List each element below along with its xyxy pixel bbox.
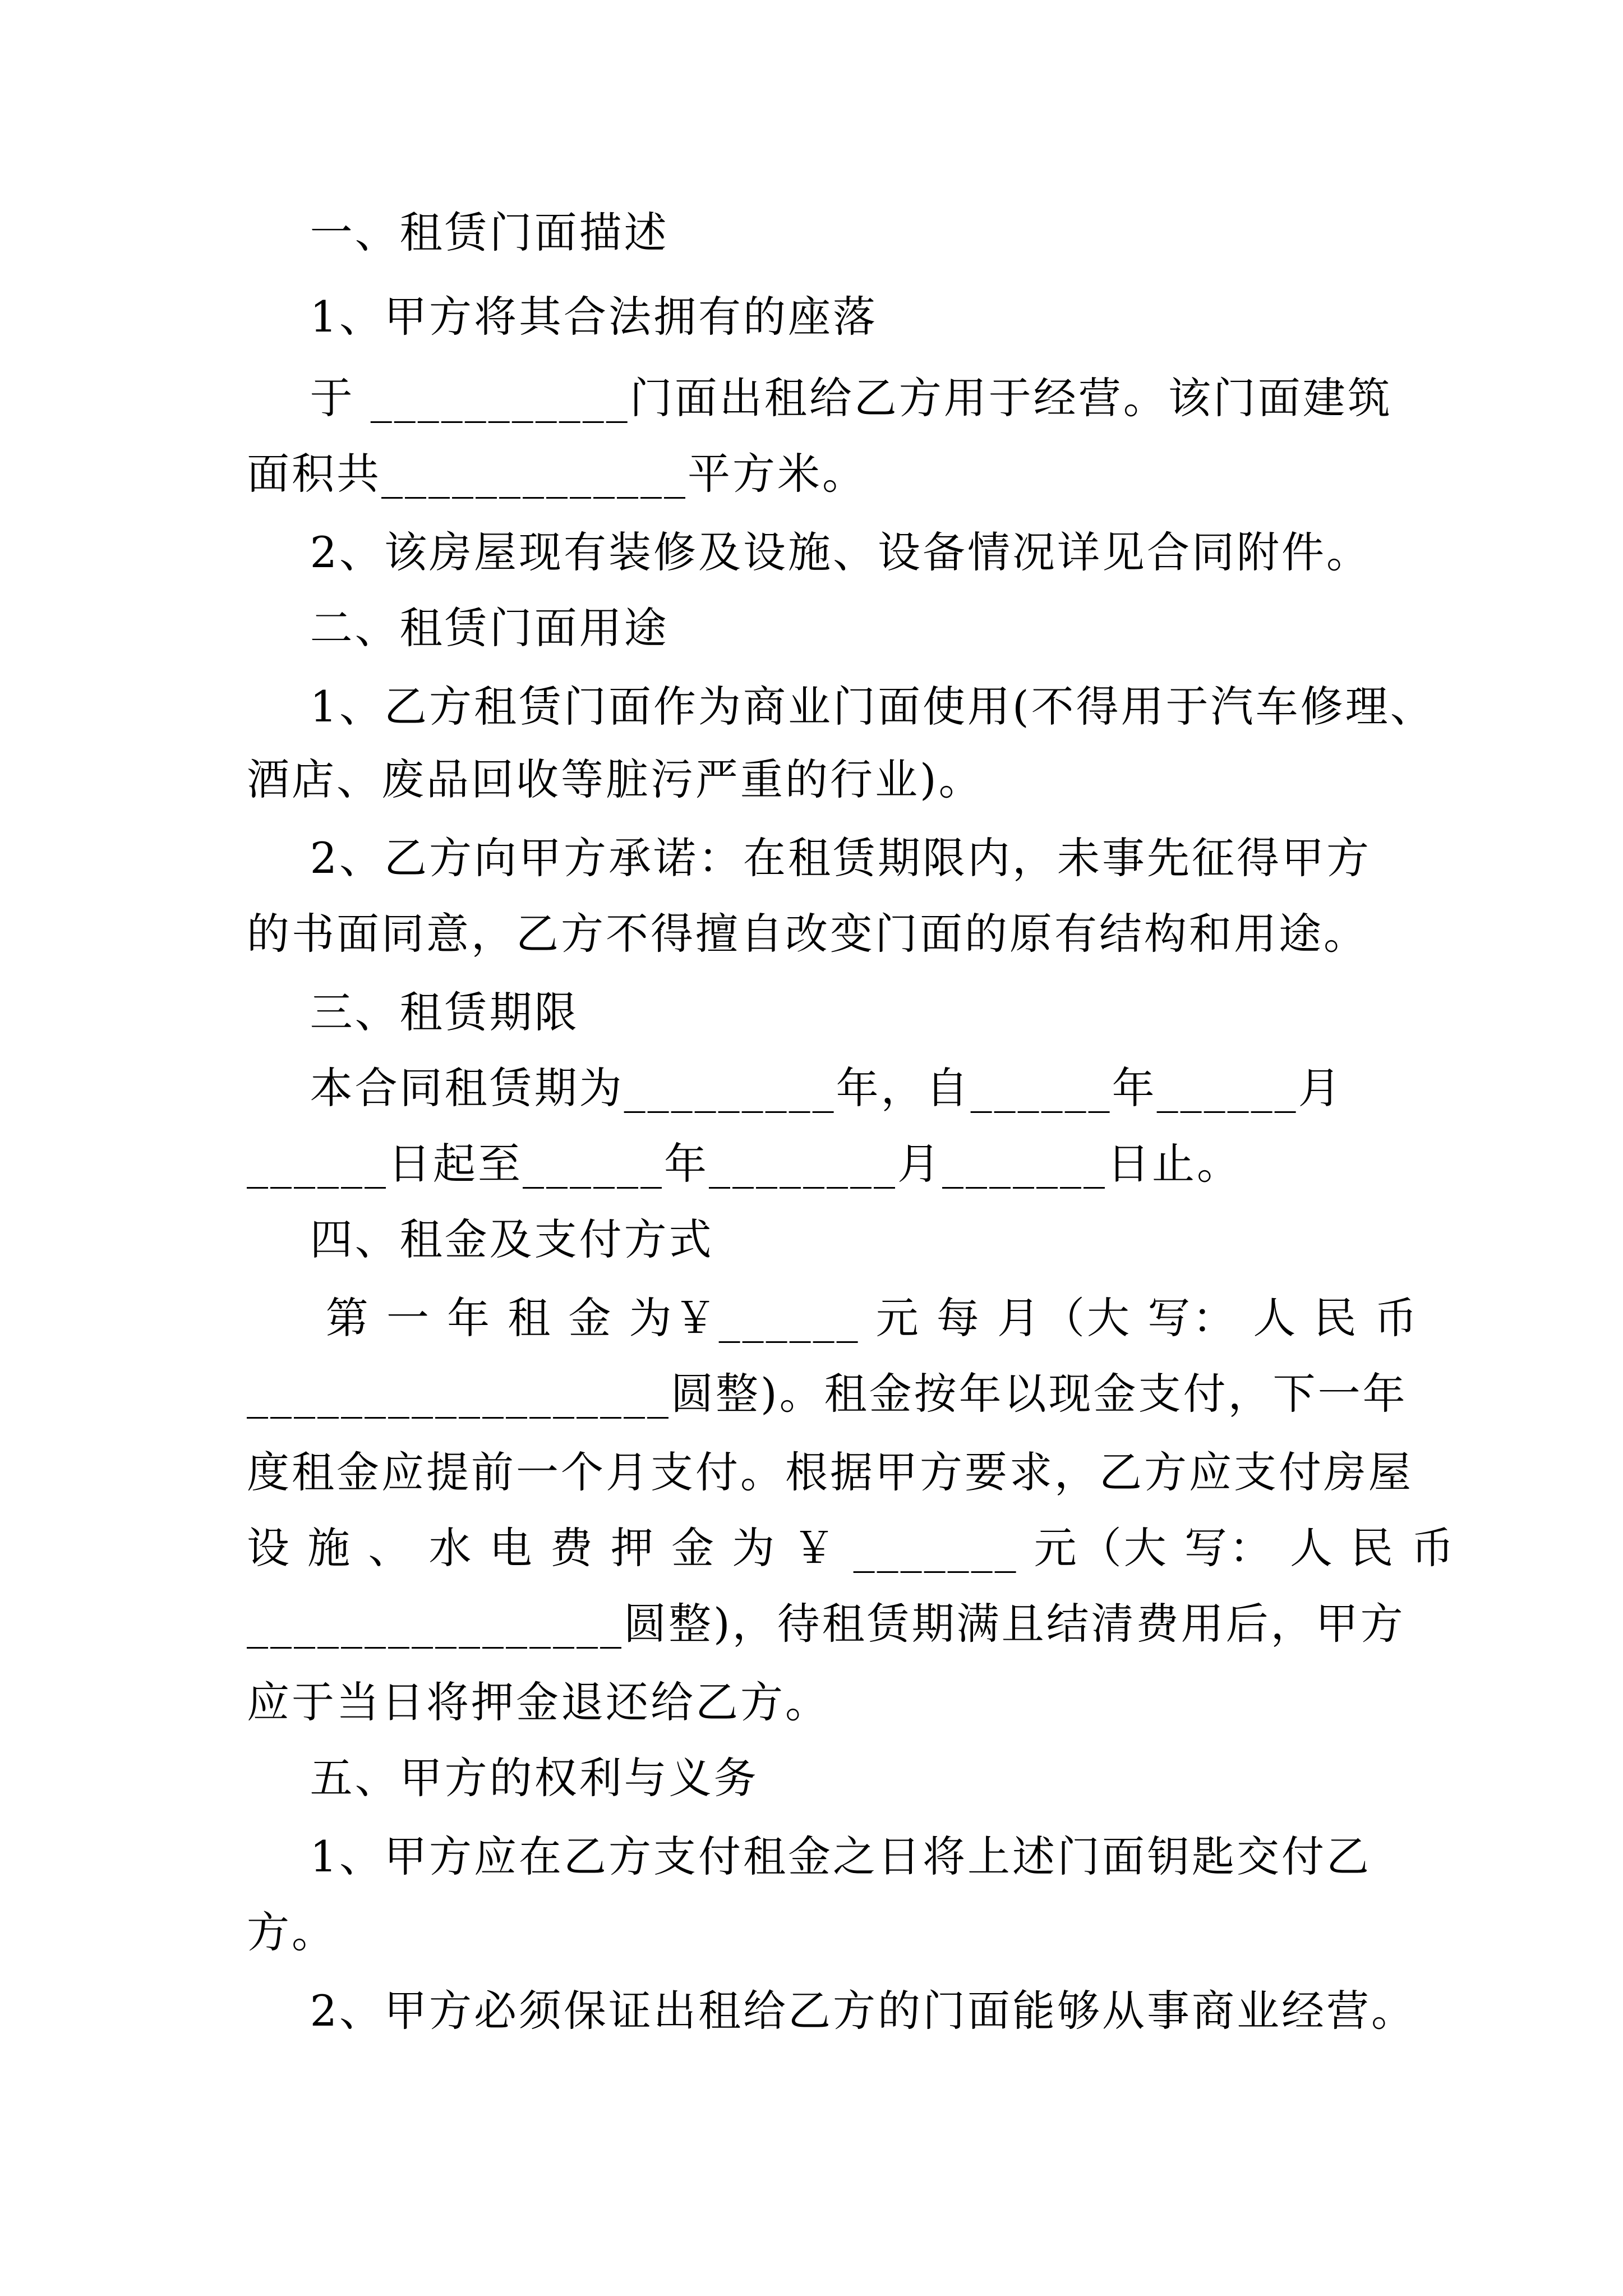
text-line: 一、租赁门面描述 — [247, 208, 669, 257]
text-line: 三、租赁期限 — [247, 987, 579, 1037]
text-line: 1、甲方应在乙方支付租金之日将上述门面钥匙交付乙 — [247, 1832, 1371, 1881]
text-line: 度租金应提前一个月支付。根据甲方要求，乙方应支付房屋 — [247, 1447, 1413, 1497]
text-line: 2、乙方向甲方承诺：在租赁期限内，未事先征得甲方 — [247, 833, 1371, 883]
text-line: ______日起至______年________月_______日止。 — [247, 1139, 1242, 1189]
text-line: 二、租赁门面用途 — [247, 603, 669, 653]
text-line: 第 一 年 租 金 为￥______ 元 每 月（大 写： 人 民 币 — [247, 1293, 1419, 1343]
text-line: 四、租金及支付方式 — [247, 1214, 714, 1264]
text-line: 2、甲方必须保证出租给乙方的门面能够从事商业经营。 — [247, 1986, 1416, 2036]
text-line: 于 ___________门面出租给乙方用于经营。该门面建筑 — [247, 373, 1393, 423]
text-line: 设 施 、 水 电 费 押 金 为 ￥ _______ 元（大 写： 人 民 币 — [247, 1523, 1456, 1573]
text-line: 五、甲方的权利与义务 — [247, 1753, 759, 1803]
text-line: 面积共_____________平方米。 — [247, 449, 867, 499]
text-line: ________________圆整)，待租赁期满且结清费用后，甲方 — [247, 1599, 1405, 1649]
text-line: 应于当日将押金退还给乙方。 — [247, 1677, 830, 1727]
text-line: 的书面同意，乙方不得擅自改变门面的原有结构和用途。 — [247, 909, 1368, 959]
text-line: 本合同租赁期为_________年，自______年______月 — [247, 1063, 1343, 1113]
text-line: 1、甲方将其合法拥有的座落 — [247, 292, 878, 342]
text-line: __________________圆整)。租金按年以现金支付，下一年 — [247, 1369, 1408, 1419]
text-line: 1、乙方租赁门面作为商业门面使用(不得用于汽车修理、 — [247, 682, 1435, 731]
text-line: 酒店、废品回收等脏污严重的行业)。 — [247, 754, 984, 804]
text-line: 2、该房屋现有装修及设施、设备情况详见合同附件。 — [247, 527, 1371, 577]
text-line: 方。 — [247, 1907, 336, 1957]
